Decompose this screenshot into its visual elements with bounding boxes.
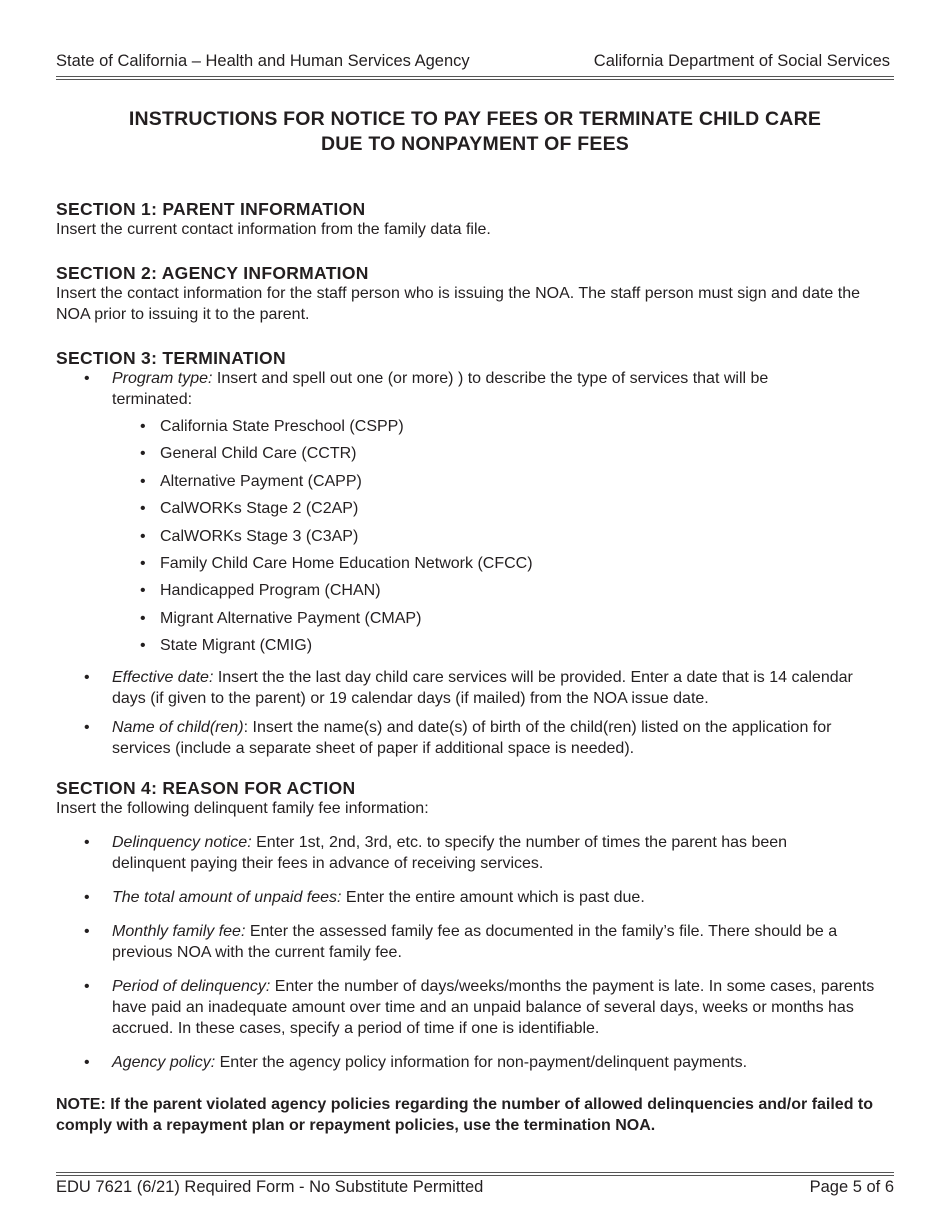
- list-item: • Migrant Alternative Payment (CMAP): [56, 605, 894, 632]
- item-label: Agency policy:: [112, 1054, 216, 1071]
- effective-date-label: Effective date:: [112, 668, 214, 686]
- list-item-period-delinquency: [56, 976, 894, 1039]
- section-4: [56, 778, 894, 1073]
- title-line-2: DUE TO NONPAYMENT OF FEES: [320, 133, 629, 155]
- section-4-intro: Insert the following delinquent family fee information:: [56, 800, 429, 817]
- list-item: • State Migrant (CMIG): [56, 632, 894, 659]
- item-label: Monthly family fee:: [112, 923, 246, 940]
- item-label: The total amount of unpaid fees:: [112, 889, 342, 906]
- footer-rule-2: [56, 1175, 894, 1176]
- section-1-heading: SECTION 1: PARENT INFORMATION: [56, 199, 366, 219]
- section-1-text: Insert the current contact information from the family data file.: [56, 221, 491, 238]
- program-list: [56, 413, 894, 660]
- section-2-heading: SECTION 2: AGENCY INFORMATION: [56, 263, 369, 283]
- effective-date-text: Insert the the last day child care services will be provided. Enter a date that is 14 calendar days (if given to the parent) or 19 calendar days (if mailed) from the NOA issue date.: [112, 668, 853, 707]
- footer-form-id: EDU 7621 (6/21) Required Form - No Substitute Permitted: [56, 1178, 484, 1196]
- list-item: • General Child Care (CCTR): [56, 440, 894, 467]
- page-number: Page 5 of 6: [809, 1178, 894, 1196]
- section-2-text: Insert the contact information for the staff person who is issuing the NOA. The staff person must sign and date the NOA prior to issuing it to the parent.: [56, 285, 860, 323]
- list-item: • CalWORKs Stage 3 (C3AP): [56, 523, 894, 550]
- header-agency: State of California – Health and Human Services Agency: [56, 52, 470, 70]
- section-4-heading: SECTION 4: REASON FOR ACTION: [56, 778, 356, 798]
- list-item: • California State Preschool (CSPP): [56, 413, 894, 440]
- section-3-list-2: [56, 667, 894, 759]
- item-text: Enter 1st, 2nd, 3rd, etc. to specify the number of times the parent has been delinquent paying their fees in advance of receiving services.: [112, 834, 788, 872]
- section-1: [56, 199, 894, 240]
- footer-rule: [56, 1172, 894, 1173]
- title-line-1: INSTRUCTIONS FOR NOTICE TO PAY FEES OR TERMINATE CHILD CARE: [128, 108, 822, 130]
- list-item: • Handicapped Program (CHAN): [56, 577, 894, 604]
- program-type-text: Insert and spell out one (or more) ) to describe the type of services that will be terminated:: [112, 370, 769, 408]
- header-rule-2: [56, 79, 894, 80]
- header-rule: [56, 76, 894, 77]
- header-department: California Department of Social Services: [593, 52, 890, 70]
- item-label: Delinquency notice:: [112, 834, 252, 851]
- list-item-effective-date: [56, 667, 894, 709]
- list-item-delinquency-notice: [56, 832, 894, 874]
- program-type-label: Program type:: [112, 370, 213, 387]
- list-item: • Alternative Payment (CAPP): [56, 468, 894, 495]
- section-3: [56, 348, 894, 759]
- item-text: Enter the number of days/weeks/months the payment is late. In some cases, parents have paid an inadequate amount over time and an unpaid balance of several days, weeks or months has accrued. In these cases, specify a period of time if one is identifiable.: [112, 978, 875, 1037]
- item-text: Enter the entire amount which is past due.: [341, 889, 645, 906]
- list-item-program-type: [56, 368, 894, 410]
- item-text: Enter the assessed family fee as documented in the family’s file. There should be a previous NOA with the current family fee.: [112, 923, 838, 961]
- note: NOTE: If the parent violated agency policies regarding the number of allowed delinquencies and/or failed to comply with a repayment plan or repayment policies, use the termination NOA.: [56, 1096, 874, 1134]
- section-3-list: [56, 368, 894, 410]
- children-text: : Insert the name(s) and date(s) of birth of the child(ren) listed on the application for services (include a separate sheet of paper if additional space is needed).: [112, 718, 832, 757]
- section-2: [56, 263, 894, 325]
- list-item: • CalWORKs Stage 2 (C2AP): [56, 495, 894, 522]
- list-item-total-unpaid: [56, 887, 894, 908]
- section-4-list: [56, 832, 894, 1073]
- children-label: Name of child(ren): [112, 718, 244, 736]
- item-text: Enter the agency policy information for non-payment/delinquent payments.: [215, 1054, 748, 1071]
- list-item: • Family Child Care Home Education Network (CFCC): [56, 550, 894, 577]
- section-3-heading: SECTION 3: TERMINATION: [56, 348, 286, 368]
- item-label: Period of delinquency:: [112, 978, 271, 995]
- document-page: [56, 0, 894, 1230]
- list-item-children: [56, 717, 894, 759]
- list-item-monthly-fee: [56, 921, 894, 963]
- list-item-agency-policy: [56, 1052, 894, 1073]
- document-title: [56, 107, 894, 157]
